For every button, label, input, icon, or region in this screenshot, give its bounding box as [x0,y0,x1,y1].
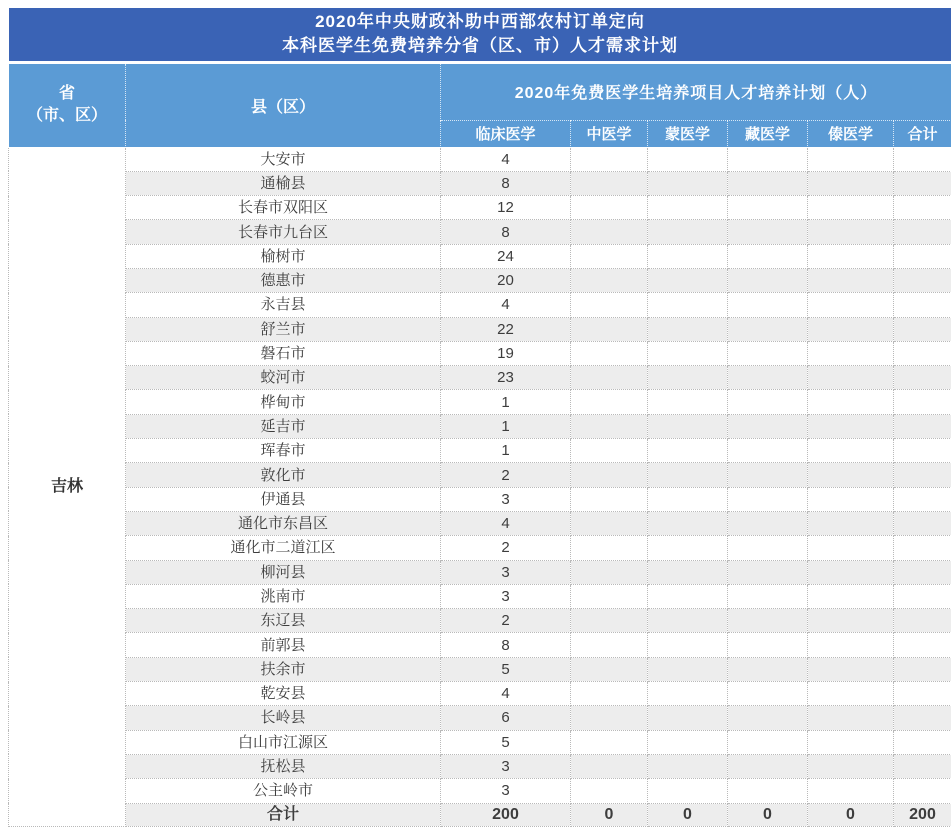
tibetan-value-cell [728,390,808,414]
county-cell: 桦甸市 [126,390,441,414]
tibetan-value-cell [728,196,808,220]
mongolian-value-cell [648,366,728,390]
col-header-tcm: 中医学 [571,120,648,147]
row-total-cell [894,196,951,220]
mongolian-value-cell [648,171,728,195]
row-total-cell [894,511,951,535]
county-cell: 柳河县 [126,560,441,584]
tibetan-value-cell [728,536,808,560]
row-total-cell [894,487,951,511]
clinical-value-cell: 2 [441,536,571,560]
county-cell: 舒兰市 [126,317,441,341]
county-cell: 长岭县 [126,706,441,730]
mongolian-value-cell [648,560,728,584]
title-line-2: 本科医学生免费培养分省（区、市）人才需求计划 [282,36,678,56]
table-row [9,341,951,365]
demand-plan-table [8,8,951,827]
tibetan-value-cell [728,511,808,535]
table-row [9,584,951,608]
county-cell: 德惠市 [126,268,441,292]
dai-value-cell [808,268,894,292]
row-total-cell [894,754,951,778]
table-row [9,439,951,463]
clinical-value-cell: 3 [441,754,571,778]
tcm-value-cell [571,682,648,706]
table-row [9,560,951,584]
tcm-value-cell [571,390,648,414]
tcm-value-cell [571,196,648,220]
dai-value-cell [808,536,894,560]
tibetan-value-cell [728,633,808,657]
row-total-cell [894,390,951,414]
dai-value-cell [808,366,894,390]
tibetan-value-cell [728,171,808,195]
tibetan-value-cell [728,560,808,584]
table-row [9,244,951,268]
tcm-value-cell [571,414,648,438]
tcm-value-cell [571,657,648,681]
table-row [9,366,951,390]
clinical-value-cell: 22 [441,317,571,341]
tibetan-value-cell [728,754,808,778]
tibetan-value-cell [728,414,808,438]
row-total-cell [894,244,951,268]
row-total-cell [894,317,951,341]
dai-value-cell [808,220,894,244]
province-header-line2: （市、区） [26,107,107,124]
mongolian-value-cell [648,682,728,706]
county-cell: 长春市双阳区 [126,196,441,220]
tcm-value-cell [571,317,648,341]
county-cell: 白山市江源区 [126,730,441,754]
row-total-cell [894,268,951,292]
county-cell: 乾安县 [126,682,441,706]
row-total-cell [894,706,951,730]
clinical-value-cell: 3 [441,779,571,803]
totals-mongolian-cell: 0 [648,803,728,826]
table-row [9,390,951,414]
table-body [9,147,951,826]
mongolian-value-cell [648,536,728,560]
row-total-cell [894,147,951,171]
table-row [9,147,951,171]
province-header-line1: 省 [58,85,75,102]
table-row [9,633,951,657]
dai-value-cell [808,657,894,681]
col-header-tibetan: 藏医学 [728,120,808,147]
mongolian-value-cell [648,293,728,317]
mongolian-value-cell [648,779,728,803]
dai-value-cell [808,317,894,341]
mongolian-value-cell [648,584,728,608]
clinical-value-cell: 2 [441,463,571,487]
table-row [9,536,951,560]
tibetan-value-cell [728,730,808,754]
table-row [9,463,951,487]
mongolian-value-cell [648,147,728,171]
table-row [9,706,951,730]
row-total-cell [894,463,951,487]
clinical-value-cell: 3 [441,487,571,511]
table-row [9,317,951,341]
dai-value-cell [808,439,894,463]
tcm-value-cell [571,220,648,244]
dai-value-cell [808,414,894,438]
table-row [9,268,951,292]
dai-value-cell [808,730,894,754]
county-cell: 伊通县 [126,487,441,511]
totals-tcm-cell: 0 [571,803,648,826]
tcm-value-cell [571,730,648,754]
tibetan-value-cell [728,244,808,268]
tibetan-value-cell [728,293,808,317]
county-cell: 抚松县 [126,754,441,778]
dai-value-cell [808,244,894,268]
tcm-value-cell [571,439,648,463]
tcm-value-cell [571,487,648,511]
county-cell: 前郭县 [126,633,441,657]
mongolian-value-cell [648,341,728,365]
county-cell: 榆树市 [126,244,441,268]
dai-value-cell [808,511,894,535]
row-total-cell [894,609,951,633]
clinical-value-cell: 12 [441,196,571,220]
tibetan-value-cell [728,657,808,681]
county-cell: 大安市 [126,147,441,171]
clinical-value-cell: 8 [441,171,571,195]
county-cell: 珲春市 [126,439,441,463]
county-cell: 洮南市 [126,584,441,608]
mongolian-value-cell [648,317,728,341]
tibetan-value-cell [728,487,808,511]
table-row [9,609,951,633]
mongolian-value-cell [648,390,728,414]
row-total-cell [894,341,951,365]
clinical-value-cell: 24 [441,244,571,268]
row-total-cell [894,171,951,195]
tibetan-value-cell [728,147,808,171]
county-cell: 蛟河市 [126,366,441,390]
table-row [9,779,951,803]
tcm-value-cell [571,609,648,633]
mongolian-value-cell [648,220,728,244]
table-row [9,682,951,706]
clinical-value-cell: 4 [441,293,571,317]
clinical-value-cell: 23 [441,366,571,390]
mongolian-value-cell [648,487,728,511]
row-total-cell [894,536,951,560]
mongolian-value-cell [648,706,728,730]
dai-value-cell [808,754,894,778]
tibetan-value-cell [728,584,808,608]
dai-value-cell [808,293,894,317]
dai-value-cell [808,609,894,633]
dai-value-cell [808,341,894,365]
clinical-value-cell: 2 [441,609,571,633]
table-row [9,220,951,244]
clinical-value-cell: 6 [441,706,571,730]
row-total-cell [894,220,951,244]
header-row-top [9,62,951,120]
mongolian-value-cell [648,730,728,754]
totals-row [9,803,951,826]
dai-value-cell [808,560,894,584]
clinical-value-cell: 19 [441,341,571,365]
tibetan-value-cell [728,706,808,730]
clinical-value-cell: 20 [441,268,571,292]
table-row [9,511,951,535]
county-cell: 敦化市 [126,463,441,487]
tibetan-value-cell [728,220,808,244]
table-title [9,8,951,62]
clinical-value-cell: 1 [441,390,571,414]
tibetan-value-cell [728,439,808,463]
tcm-value-cell [571,147,648,171]
tcm-value-cell [571,754,648,778]
table-row [9,293,951,317]
mongolian-value-cell [648,439,728,463]
table-row [9,487,951,511]
county-cell: 永吉县 [126,293,441,317]
tibetan-value-cell [728,268,808,292]
col-header-dai: 傣医学 [808,120,894,147]
dai-value-cell [808,633,894,657]
clinical-value-cell: 8 [441,220,571,244]
mongolian-value-cell [648,754,728,778]
tibetan-value-cell [728,366,808,390]
tcm-value-cell [571,341,648,365]
row-total-cell [894,414,951,438]
totals-clinical-cell: 200 [441,803,571,826]
dai-value-cell [808,463,894,487]
mongolian-value-cell [648,657,728,681]
province-cell: 吉林 [9,147,126,826]
tcm-value-cell [571,584,648,608]
table-row [9,414,951,438]
clinical-value-cell: 8 [441,633,571,657]
row-total-cell [894,682,951,706]
clinical-value-cell: 5 [441,730,571,754]
province-column-header [9,62,126,147]
dai-value-cell [808,706,894,730]
tcm-value-cell [571,366,648,390]
dai-value-cell [808,779,894,803]
row-total-cell [894,293,951,317]
row-total-cell [894,584,951,608]
tcm-value-cell [571,171,648,195]
tcm-value-cell [571,560,648,584]
clinical-value-cell: 3 [441,560,571,584]
tcm-value-cell [571,511,648,535]
tcm-value-cell [571,536,648,560]
tcm-value-cell [571,779,648,803]
mongolian-value-cell [648,268,728,292]
tibetan-value-cell [728,317,808,341]
tcm-value-cell [571,706,648,730]
clinical-value-cell: 4 [441,511,571,535]
tibetan-value-cell [728,463,808,487]
county-cell: 长春市九台区 [126,220,441,244]
title-row [9,8,951,62]
tcm-value-cell [571,293,648,317]
col-header-mongolian: 蒙医学 [648,120,728,147]
mongolian-value-cell [648,196,728,220]
tibetan-value-cell [728,341,808,365]
county-cell: 扶余市 [126,657,441,681]
dai-value-cell [808,390,894,414]
county-cell: 磐石市 [126,341,441,365]
mongolian-value-cell [648,633,728,657]
tibetan-value-cell [728,682,808,706]
tibetan-value-cell [728,609,808,633]
table-row [9,657,951,681]
col-header-total: 合计 [894,120,951,147]
totals-tibetan-cell: 0 [728,803,808,826]
dai-value-cell [808,147,894,171]
dai-value-cell [808,196,894,220]
mongolian-value-cell [648,511,728,535]
tcm-value-cell [571,268,648,292]
dai-value-cell [808,682,894,706]
clinical-value-cell: 3 [441,584,571,608]
row-total-cell [894,730,951,754]
table-row [9,196,951,220]
clinical-value-cell: 4 [441,682,571,706]
mongolian-value-cell [648,609,728,633]
tibetan-value-cell [728,779,808,803]
clinical-value-cell: 4 [441,147,571,171]
row-total-cell [894,366,951,390]
clinical-value-cell: 1 [441,439,571,463]
mongolian-value-cell [648,463,728,487]
county-cell: 东辽县 [126,609,441,633]
county-cell: 公主岭市 [126,779,441,803]
totals-dai-cell: 0 [808,803,894,826]
totals-total-cell: 200 [894,803,951,826]
county-cell: 延吉市 [126,414,441,438]
clinical-value-cell: 1 [441,414,571,438]
col-header-clinical: 临床医学 [441,120,571,147]
tcm-value-cell [571,463,648,487]
row-total-cell [894,633,951,657]
dai-value-cell [808,584,894,608]
tcm-value-cell [571,244,648,268]
table-row [9,754,951,778]
row-total-cell [894,779,951,803]
table-header [9,8,951,147]
clinical-value-cell: 5 [441,657,571,681]
county-cell: 通化市东昌区 [126,511,441,535]
dai-value-cell [808,487,894,511]
county-cell: 通榆县 [126,171,441,195]
county-column-header: 县（区） [126,62,441,147]
dai-value-cell [808,171,894,195]
row-total-cell [894,657,951,681]
row-total-cell [894,560,951,584]
table-row [9,730,951,754]
mongolian-value-cell [648,414,728,438]
tcm-value-cell [571,633,648,657]
county-cell: 通化市二道江区 [126,536,441,560]
row-total-cell [894,439,951,463]
mongolian-value-cell [648,244,728,268]
table-row [9,171,951,195]
title-line-1: 2020年中央财政补助中西部农村订单定向 [315,12,645,32]
totals-label-cell: 合计 [126,803,441,826]
plan-group-header: 2020年免费医学生培养项目人才培养计划（人） [441,62,951,120]
